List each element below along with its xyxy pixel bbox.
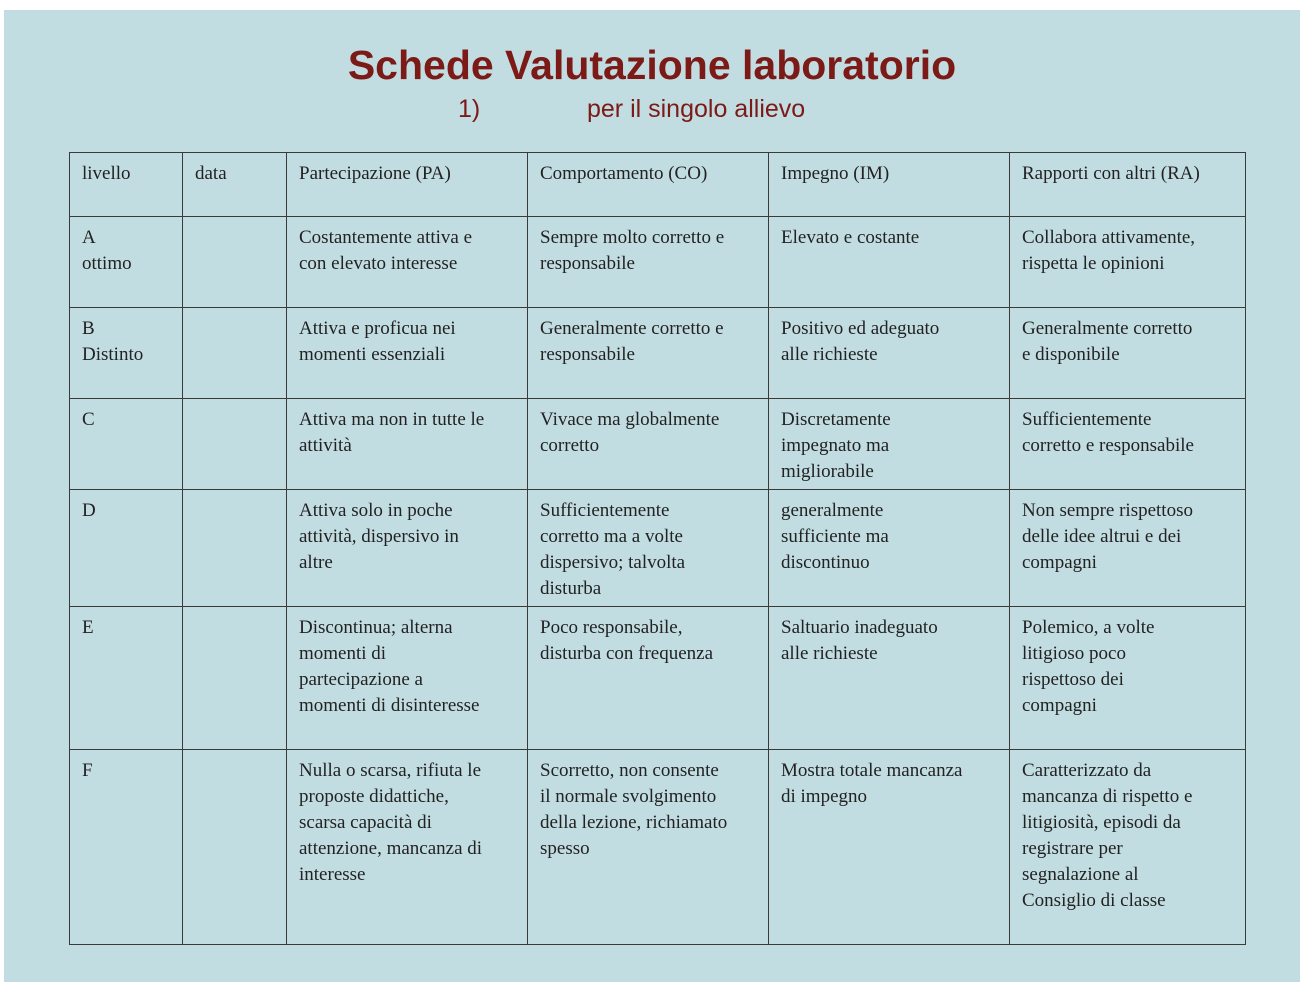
cell-impegno: Positivo ed adeguato alle richieste [781,318,940,365]
cell-livello: C [82,409,95,430]
cell-partecipazione: Attiva ma non in tutte le attività [299,409,485,456]
header-impegno: Impegno (IM) [769,153,1010,217]
cell-rapporti: Caratterizzato da mancanza di rispetto e litigiosità, episodi da registrare per segnalazione al Consiglio di classe [1022,760,1193,911]
header-rapporti: Rapporti con altri (RA) [1010,153,1246,217]
cell-livello: B Distinto [82,318,144,365]
table-row [70,490,1246,607]
cell-impegno: generalmente sufficiente ma discontinuo [781,500,889,573]
cell-rapporti: Sufficientemente corretto e responsabile [1022,409,1194,456]
table-row [70,399,1246,490]
cell-comportamento: Vivace ma globalmente corretto [540,409,720,456]
cell-rapporti: Collabora attivamente, rispetta le opinioni [1022,227,1196,274]
table-header-row [70,153,1246,217]
header-comportamento: Comportamento (CO) [528,153,769,217]
table-row [70,607,1246,750]
cell-impegno: Mostra totale mancanza di impegno [781,760,963,807]
table-row [70,308,1246,399]
cell-impegno: Discretamente impegnato ma migliorabile [781,409,891,482]
header-partecipazione: Partecipazione (PA) [287,153,528,217]
header-livello: livello [70,153,183,217]
cell-partecipazione: Attiva solo in poche attività, dispersivo in altre [299,500,459,573]
evaluation-table [69,152,1246,945]
cell-partecipazione: Attiva e proficua nei momenti essenziali [299,318,456,365]
table-row [70,750,1246,945]
cell-comportamento: Poco responsabile, disturba con frequenza [540,617,714,664]
cell-rapporti: Polemico, a volte litigioso poco rispettoso dei compagni [1022,617,1155,716]
cell-partecipazione: Discontinua; alterna momenti di partecipazione a momenti di disinteresse [299,617,480,716]
cell-comportamento: Sempre molto corretto e responsabile [540,227,725,274]
page-title: Schede Valutazione laboratorio [347,42,957,88]
table-row [70,217,1246,308]
cell-livello: F [82,760,93,781]
cell-livello: E [82,617,94,638]
cell-comportamento: Scorretto, non consente il normale svolgimento della lezione, richiamato spesso [540,760,728,859]
cell-livello: A ottimo [82,227,132,274]
subtitle-text: per il singolo allievo [587,95,806,123]
cell-partecipazione: Costantemente attiva e con elevato interesse [299,227,473,274]
slide [4,10,1300,982]
header-data: data [183,153,287,217]
subtitle-number: 1) [458,95,481,123]
cell-impegno: Saltuario inadeguato alle richieste [781,617,938,664]
cell-livello: D [82,500,96,521]
cell-comportamento: Generalmente corretto e responsabile [540,318,724,365]
cell-impegno: Elevato e costante [781,227,920,248]
cell-rapporti: Non sempre rispettoso delle idee altrui e dei compagni [1022,500,1193,573]
cell-comportamento: Sufficientemente corretto ma a volte dispersivo; talvolta disturba [540,500,686,599]
cell-partecipazione: Nulla o scarsa, rifiuta le proposte didattiche, scarsa capacità di attenzione, mancanza di interesse [299,760,483,885]
cell-rapporti: Generalmente corretto e disponibile [1022,318,1193,365]
